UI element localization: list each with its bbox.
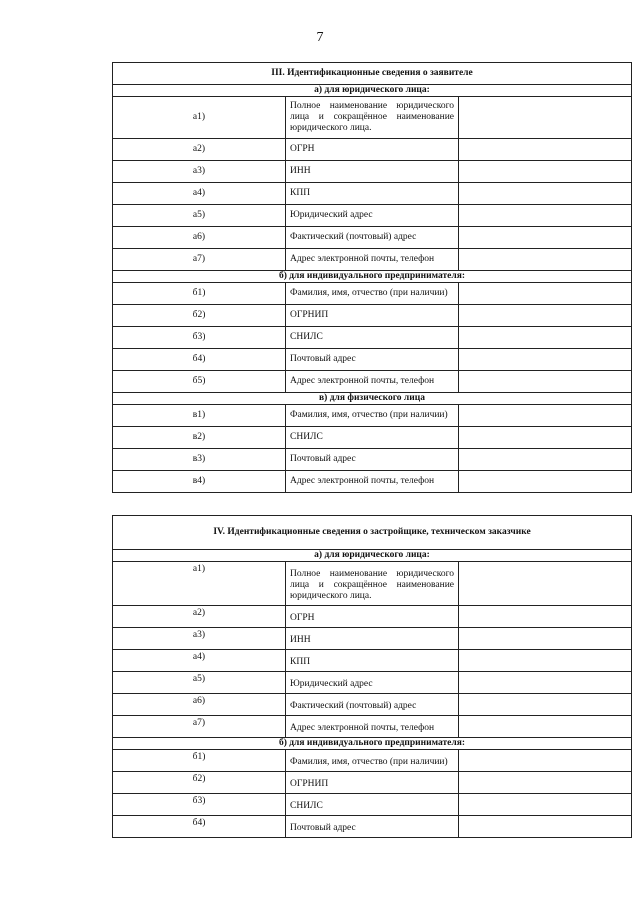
value-cell[interactable] [459,227,632,249]
table-row [113,205,632,227]
row-label: Полное наименование юридического лица и сокращённое наименование юридического лица. [286,562,459,606]
section-4-legal-header: а) для юридического лица: [113,550,632,562]
table-row [113,305,632,327]
section-3-individual-header: в) для физического лица [113,393,632,405]
row-label: КПП [286,183,459,205]
row-number: а2) [113,139,286,161]
row-label: ОГРН [286,606,459,628]
row-number: а4) [113,183,286,205]
row-label: Фактический (почтовый) адрес [286,694,459,716]
row-number: а3) [113,161,286,183]
table-row [113,606,632,628]
row-label: ИНН [286,628,459,650]
value-cell[interactable] [459,606,632,628]
table-row [113,183,632,205]
row-label: ОГРНИП [286,772,459,794]
row-number: в4) [113,471,286,493]
row-label: Юридический адрес [286,672,459,694]
row-label: СНИЛС [286,327,459,349]
row-label: ИНН [286,161,459,183]
row-number: а1) [113,97,286,139]
row-label: Почтовый адрес [286,816,459,838]
table-row [113,405,632,427]
table-row [113,471,632,493]
table-row [113,97,632,139]
row-label: Адрес электронной почты, телефон [286,716,459,738]
table-row [113,349,632,371]
section-3-entrepreneur-header: б) для индивидуального предпринимателя: [113,271,632,283]
value-cell[interactable] [459,349,632,371]
row-number: а5) [113,205,286,227]
value-cell[interactable] [459,161,632,183]
table-row [113,716,632,738]
table-row [113,794,632,816]
row-number: б1) [113,750,286,772]
row-number: б3) [113,794,286,816]
page-number: 7 [316,30,324,45]
row-label: Адрес электронной почты, телефон [286,249,459,271]
row-number: а3) [113,628,286,650]
section-4-title: IV. Идентификационные сведения о застройщике, техническом заказчике [113,516,632,550]
row-number: в1) [113,405,286,427]
value-cell[interactable] [459,562,632,606]
table-row [113,694,632,716]
value-cell[interactable] [459,97,632,139]
row-number: а6) [113,227,286,249]
table-row [113,628,632,650]
table-row [113,283,632,305]
row-label: Фамилия, имя, отчество (при наличии) [286,283,459,305]
row-label: Адрес электронной почты, телефон [286,471,459,493]
table-row [113,327,632,349]
value-cell[interactable] [459,405,632,427]
row-number: а2) [113,606,286,628]
value-cell[interactable] [459,283,632,305]
table-row [113,249,632,271]
row-label: Фамилия, имя, отчество (при наличии) [286,405,459,427]
row-label: ОГРНИП [286,305,459,327]
table-row [113,650,632,672]
value-cell[interactable] [459,139,632,161]
row-number: а1) [113,562,286,606]
row-number: б4) [113,349,286,371]
row-label: Юридический адрес [286,205,459,227]
value-cell[interactable] [459,427,632,449]
value-cell[interactable] [459,327,632,349]
row-label: Адрес электронной почты, телефон [286,371,459,393]
row-label: КПП [286,650,459,672]
section-3-title: III. Идентификационные сведения о заявителе [113,63,632,85]
value-cell[interactable] [459,205,632,227]
value-cell[interactable] [459,249,632,271]
table-row [113,139,632,161]
value-cell[interactable] [459,794,632,816]
value-cell[interactable] [459,449,632,471]
value-cell[interactable] [459,716,632,738]
row-label: Почтовый адрес [286,349,459,371]
row-label: Фамилия, имя, отчество (при наличии) [286,750,459,772]
value-cell[interactable] [459,305,632,327]
value-cell[interactable] [459,816,632,838]
row-number: б2) [113,772,286,794]
row-label: Почтовый адрес [286,449,459,471]
section-4-entrepreneur-header: б) для индивидуального предпринимателя: [113,738,632,750]
value-cell[interactable] [459,694,632,716]
row-number: а4) [113,650,286,672]
value-cell[interactable] [459,183,632,205]
row-number: а6) [113,694,286,716]
row-number: б3) [113,327,286,349]
row-number: в3) [113,449,286,471]
row-number: а7) [113,249,286,271]
row-label: ОГРН [286,139,459,161]
table-row [113,750,632,772]
value-cell[interactable] [459,628,632,650]
table-row [113,449,632,471]
table-row [113,672,632,694]
row-number: б1) [113,283,286,305]
section-4-table [112,515,632,838]
table-row [113,161,632,183]
table-row [113,562,632,606]
row-number: б5) [113,371,286,393]
value-cell[interactable] [459,750,632,772]
table-row [113,772,632,794]
row-number: в2) [113,427,286,449]
table-row [113,227,632,249]
value-cell[interactable] [459,371,632,393]
row-number: б2) [113,305,286,327]
row-label: СНИЛС [286,794,459,816]
table-row [113,427,632,449]
row-label: Фактический (почтовый) адрес [286,227,459,249]
row-number: а7) [113,716,286,738]
section-3-table [112,62,632,493]
value-cell[interactable] [459,772,632,794]
value-cell[interactable] [459,672,632,694]
section-3-legal-header: а) для юридического лица: [113,85,632,97]
row-label: Полное наименование юридического лица и сокращённое наименование юридического лица. [286,97,459,139]
row-label: СНИЛС [286,427,459,449]
table-row [113,816,632,838]
value-cell[interactable] [459,650,632,672]
row-number: б4) [113,816,286,838]
table-row [113,371,632,393]
row-number: а5) [113,672,286,694]
value-cell[interactable] [459,471,632,493]
